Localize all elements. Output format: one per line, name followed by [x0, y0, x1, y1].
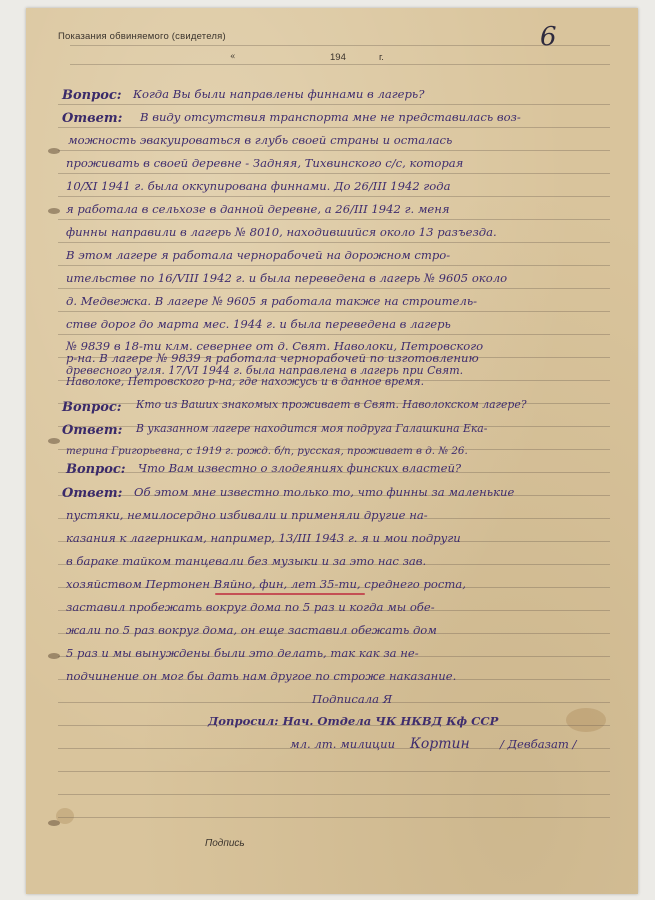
punch-hole	[48, 438, 60, 444]
answer-line: в бараке тайком танцевали без музыки и за это нас зав.	[66, 554, 427, 568]
answer-line: можность эвакуироваться в глубь своей страны и осталась	[68, 133, 453, 147]
question-text: Кто из Ваших знакомых проживает в Свят. Наволокском лагере?	[136, 398, 527, 411]
question-label: Вопрос:	[62, 88, 122, 103]
answer-label: Ответ:	[62, 423, 123, 438]
answer-line: финны направили в лагерь № 8010, находившийся около 13 разъезда.	[66, 225, 497, 239]
answer-line: терина Григорьевна, с 1919 г. рожд. б/п, русская, проживает в д. № 26.	[66, 445, 468, 457]
date-year: 194	[330, 52, 346, 63]
punch-hole	[48, 208, 60, 214]
answer-line: казания к лагерникам, например, 13/III 1943 г. я и мои подруги	[66, 531, 461, 545]
answer-line: я работала в сельхозе в данной деревне, а 26/III 1942 г. меня	[66, 202, 450, 216]
date-quote-mark: «	[230, 52, 236, 62]
signed-by: Подписала Я	[312, 692, 393, 706]
page-number: 6	[540, 22, 557, 52]
paper-stain	[566, 708, 606, 732]
paper-stain	[56, 808, 74, 824]
form-header: Показания обвиняемого (свидетеля)	[58, 31, 226, 42]
answer-line: заставил пробежать вокруг дома по 5 раз и когда мы обе-	[66, 600, 435, 614]
answer-line: стве дорог до марта мес. 1944 г. и была переведена в лагерь	[66, 317, 451, 331]
date-year-suffix: г.	[379, 52, 384, 63]
answer-line: В указанном лагере находится моя подруга Галашкина Ека-	[136, 422, 488, 435]
answer-line: р-на. В лагере № 9839 я работала чернорабочей по изготовлению	[66, 351, 479, 365]
answer-line: подчинение он мог бы дать нам другое по строже наказание.	[66, 669, 457, 683]
question-text: Когда Вы были направлены финнами в лагерь?	[133, 87, 425, 101]
interrogator-name: / Девбазат /	[500, 737, 577, 751]
answer-line: д. Медвежка. В лагере № 9605 я работала также на строитель-	[66, 294, 478, 308]
answer-line: В виду отсутствия транспорта мне не представилась воз-	[140, 110, 521, 124]
answer-line: пустяки, немилосердно избивали и применяли другие на-	[66, 508, 428, 522]
answer-line: ительстве по 16/VIII 1942 г. и была переведена в лагерь № 9605 около	[66, 271, 508, 285]
answer-line: Наволоке, Петровского р-на, где нахожусь и в данное время.	[66, 375, 425, 388]
answer-label: Ответ:	[62, 486, 123, 501]
answer-line: В этом лагере я работала чернорабочей на дорожном стро-	[66, 248, 451, 262]
interrogator-rank: мл. лт. милиции	[290, 737, 396, 751]
question-text: Что Вам известно о злодеяниях финских властей?	[138, 461, 462, 475]
answer-line: проживать в своей деревне - Задняя, Тихвинского с/с, которая	[66, 156, 464, 170]
question-label: Вопрос:	[62, 400, 122, 415]
answer-line: хозяйством Пертонен Вяйно, фин, лет 35-ти, среднего роста,	[66, 577, 466, 591]
question-label: Вопрос:	[66, 462, 126, 477]
answer-line: древесного угля. 17/VI 1944 г. была направлена в лагерь при Свят.	[66, 364, 464, 377]
interrogator-signature: Кортин	[410, 736, 470, 752]
answer-label: Ответ:	[62, 111, 123, 126]
answer-line: Об этом мне известно только то, что финны за маленькие	[134, 485, 515, 499]
red-underline	[215, 593, 365, 595]
answer-line: 10/XI 1941 г. была оккупирована финнами. До 26/III 1942 года	[66, 179, 451, 193]
signature-caption: Подпись	[205, 838, 245, 849]
punch-hole	[48, 148, 60, 154]
answer-line: жали по 5 раз вокруг дома, он еще заставил обежать дом	[66, 623, 437, 637]
answer-line: № 9839 в 18-ти клм. севернее от д. Свят. Наволоки, Петровского	[66, 339, 484, 353]
interrogator-title: Допросил: Нач. Отдела ЧК НКВД Кф ССР	[208, 714, 499, 728]
answer-line: 5 раз и мы вынуждены были это делать, так как за не-	[66, 646, 419, 660]
